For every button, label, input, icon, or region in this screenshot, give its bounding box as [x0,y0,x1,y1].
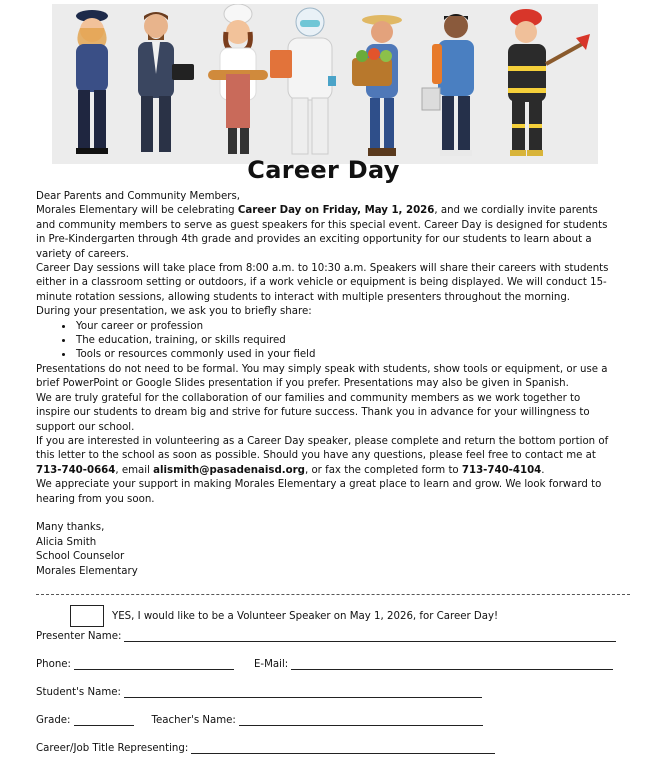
phone-label: Phone: [36,659,71,670]
student-name-label: Student's Name: [36,687,121,698]
career-title-row [36,742,495,754]
student-figure [422,14,474,156]
list-item: • The education, training, or skills required [74,334,616,348]
volunteer-label: YES, I would like to be a Volunteer Speaker on May 1, 2026, for Career Day! [112,610,499,622]
grade-label: Grade: [36,715,71,726]
student-name-field[interactable] [124,686,482,698]
list-item: • Tools or resources commonly used in your field [74,348,616,362]
phone-field[interactable] [74,658,234,670]
volunteer-option [70,605,498,627]
paragraph-ask: During your presentation, we ask you to briefly share: [36,306,312,318]
contact-email-link[interactable]: alismith@pasadenaisd.org [153,464,305,476]
event-date: Career Day on Friday, May 1, 2026 [237,205,435,217]
contact-text: If you are interested in volunteering as a Career Day speaker, please complete and return the bottom portion of this letter to the school as soon as possible. Should you have any questions, please feel free to contact me at [36,435,609,462]
presenter-name-label: Presenter Name: [36,631,122,642]
share-list [36,320,616,363]
greeting: Dear Parents and Community Members, [36,191,240,202]
intro-text: Morales Elementary will be celebrating [36,205,238,217]
contact-text-end: . [541,464,545,476]
contact-text-email: , email [115,464,154,476]
chef-figure [208,4,268,154]
contact-fax: 713-740-4104 [461,464,542,476]
contact-text-fax: , or fax the completed form to [304,464,462,476]
paragraph-format: Presentations do not need to be formal. You may simply speak with students, show tools or equipment, or use a brief PowerPoint or Google Slides presentation if you prefer. Presentations may also be given in Spanish. [36,363,608,390]
paragraph-intro [36,204,616,262]
presenter-name-field[interactable] [124,630,616,642]
paragraph-closing: We appreciate your support in making Morales Elementary a great place to learn and grow. We look forward to hearing from you soon. [36,479,602,505]
career-people-banner [52,4,598,164]
volunteer-checkbox[interactable] [70,605,104,627]
email-field[interactable] [291,658,613,670]
grade-field[interactable] [74,714,134,726]
contact-phone: 713-740-0664 [36,464,116,476]
paragraph-thanks: We are truly grateful for the collaboration of our families and community members as we work together to inspire our students to dream big and strive for future success. Thank you in advance for your willingness to support our school. [36,392,590,433]
signer-school: Morales Elementary [36,565,138,577]
cut-line-divider [36,594,630,595]
paragraph-contact [36,435,616,478]
teacher-name-field[interactable] [239,714,483,726]
letter-body [36,190,616,579]
firefighter-figure [508,9,590,156]
police-officer-figure [76,10,108,154]
farmer-figure [352,15,402,156]
student-name-row [36,686,482,698]
phone-email-row [36,658,613,670]
presenter-name-row [36,630,616,642]
businessman-figure [138,12,194,152]
career-title-field[interactable] [191,742,495,754]
paragraph-schedule: Career Day sessions will take place from 8:00 a.m. to 10:30 a.m. Speakers will share their careers with students either in a classroom setting or outdoors, if a work vehicle or equipment is being displayed. We will conduct 15-minute rotation sessions, allowing students to interact with multiple presenters throughout the morning. [36,263,609,303]
page-title: Career Day [247,156,400,184]
email-label: E-Mail: [254,659,289,670]
career-title-label: Career/Job Title Representing: [36,743,189,754]
list-item: • Your career or profession [74,320,616,334]
closing: Many thanks, [36,522,105,534]
intro-text-rest: , and we cordially invite parents and community members to serve as guest speakers for this special event. Career Day is designed for students in Pre-Kindergarten through 4th grade and provides an exciting opportunity for our students to learn about a variety of careers. [36,205,608,260]
signer-name: Alicia Smith [36,536,97,548]
teacher-name-label: Teacher's Name: [151,715,236,726]
scientist-figure [270,8,336,154]
signer-title: School Counselor [36,551,125,563]
grade-teacher-row [36,714,483,726]
